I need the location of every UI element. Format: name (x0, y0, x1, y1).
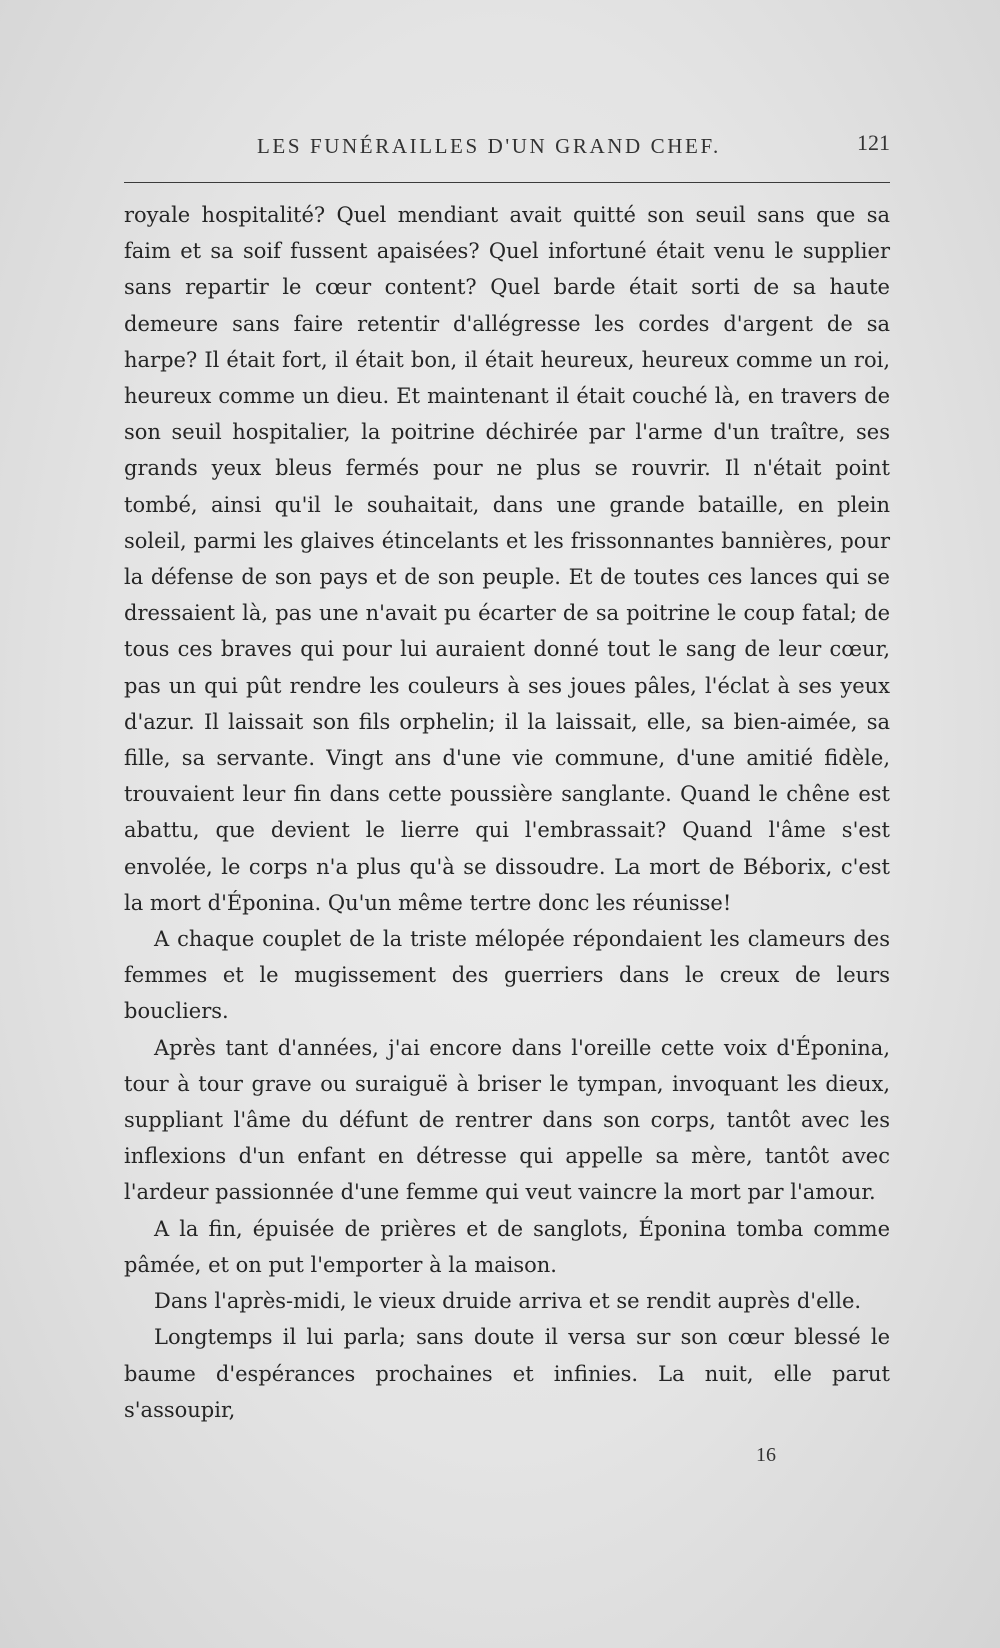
page-number: 121 (857, 130, 890, 155)
paragraph-1: royale hospitalité? Quel mendiant avait quitté son seuil sans que sa faim et sa soif fussent apaisées? Quel infortuné était venu le supplier sans repartir le cœur content? Quel barde était sorti de sa haute demeure sans faire retentir d'allégresse les cordes d'argent de sa harpe? Il était fort, il était bon, il était heureux, heureux comme un roi, heureux comme un dieu. Et maintenant il était couché là, en travers de son seuil hospitalier, la poitrine déchirée par l'arme d'un traître, ses grands yeux bleus fermés pour ne plus se rouvrir. Il n'était point tombé, ainsi qu'il le souhaitait, dans une grande bataille, en plein soleil, parmi les glaives étincelants et les frissonnantes bannières, pour la défense de son pays et de son peuple. Et de toutes ces lances qui se dressaient là, pas une n'avait pu écarter de sa poitrine le coup fatal; de tous ces braves qui pour lui auraient donné tout le sang de leur cœur, pas un qui pût rendre les couleurs à ses joues pâles, l'éclat à ses yeux d'azur. Il laissait son fils orphelin; il la laissait, elle, sa bien-aimée, sa fille, sa servante. Vingt ans d'une vie commune, d'une amitié fidèle, trouvaient leur fin dans cette poussière sanglante. Quand le chêne est abattu, que devient le lierre qui l'embrassait? Quand l'âme s'est envolée, le corps n'a plus qu'à se dissoudre. La mort de Béborix, c'est la mort d'Éponina. Qu'un même tertre donc les réunisse! (124, 203, 890, 915)
paragraph-3: Après tant d'années, j'ai encore dans l'oreille cette voix d'Éponina, tour à tour grave ou suraiguë à briser le tympan, invoquant les dieux, suppliant l'âme du défunt de rentrer dans son corps, tantôt avec les inflexions d'un enfant en détresse qui appelle sa mère, tantôt avec l'ardeur passionnée d'une femme qui veut vaincre la mort par l'amour. (124, 1035, 890, 1205)
body-text (124, 197, 890, 1428)
paragraph-4: A la fin, épuisée de prières et de sanglots, Éponina tomba comme pâmée, et on put l'emporter à la maison. (124, 1216, 890, 1277)
paragraph-2: A chaque couplet de la triste mélopée répondaient les clameurs des femmes et le mugissement des guerriers dans le creux de leurs boucliers. (124, 927, 890, 1024)
header-rule (124, 182, 890, 183)
paragraph-6: Longtemps il lui parla; sans doute il versa sur son cœur blessé le baume d'espérances prochaines et infinies. La nuit, elle parut s'assoupir, (124, 1325, 890, 1422)
page-header (124, 128, 890, 168)
signature-mark: 16 (756, 1444, 776, 1466)
running-title: LES FUNÉRAILLES D'UN GRAND CHEF. (257, 134, 721, 158)
paragraph-5: Dans l'après-midi, le vieux druide arriva et se rendit auprès d'elle. (154, 1289, 862, 1314)
